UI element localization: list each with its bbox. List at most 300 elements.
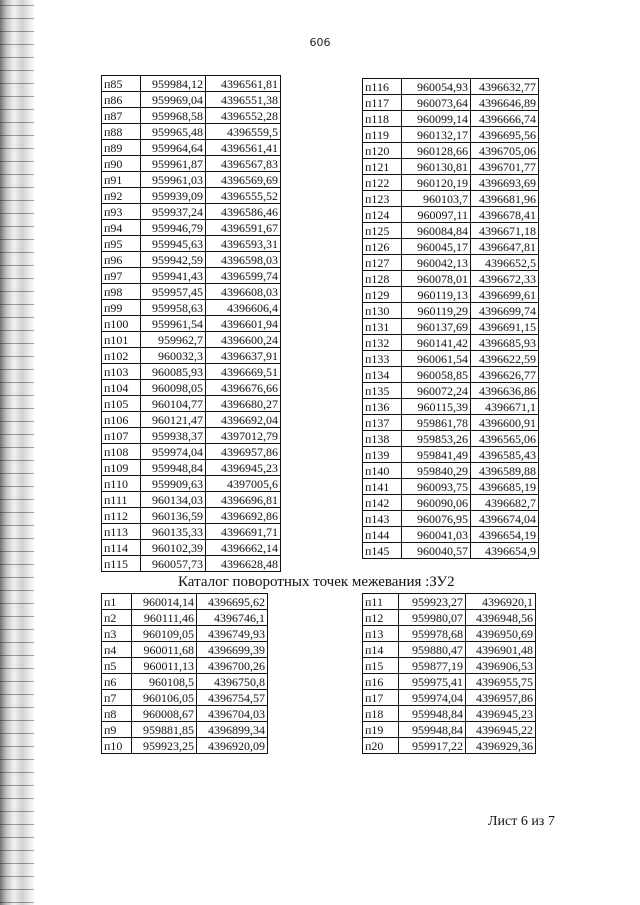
x-coordinate-cell: 960132,17: [402, 127, 471, 143]
point-id-cell: п98: [102, 284, 141, 300]
scan-edge-shadow: [0, 0, 34, 905]
point-id-cell: п116: [363, 79, 402, 95]
table-row: [363, 658, 536, 674]
point-id-cell: п129: [363, 287, 402, 303]
table-row: [363, 610, 536, 626]
point-id-cell: п104: [102, 380, 141, 396]
point-id-cell: п106: [102, 412, 141, 428]
point-id-cell: п135: [363, 383, 402, 399]
table-row: [363, 159, 539, 175]
y-coordinate-cell: 4396680,27: [206, 396, 281, 412]
x-coordinate-cell: 959962,7: [141, 332, 206, 348]
y-coordinate-cell: 4396945,23: [466, 706, 536, 722]
table-row: [102, 316, 281, 332]
x-coordinate-cell: 960045,17: [402, 239, 471, 255]
table-row: [363, 127, 539, 143]
y-coordinate-cell: 4396636,86: [471, 383, 539, 399]
x-coordinate-cell: 960041,03: [402, 527, 471, 543]
table-row: [102, 412, 281, 428]
point-id-cell: п8: [102, 706, 132, 722]
x-coordinate-cell: 959978,68: [399, 626, 466, 642]
coordinates-table-top-right: [362, 78, 539, 559]
table-row: [102, 220, 281, 236]
catalog-title: Каталог поворотных точек межевания :ЗУ2: [178, 574, 455, 590]
x-coordinate-cell: 960072,24: [402, 383, 471, 399]
x-coordinate-cell: 960141,42: [402, 335, 471, 351]
x-coordinate-cell: 959961,87: [141, 156, 206, 172]
point-id-cell: п2: [102, 610, 132, 626]
point-id-cell: п127: [363, 255, 402, 271]
point-id-cell: п126: [363, 239, 402, 255]
x-coordinate-cell: 960128,66: [402, 143, 471, 159]
y-coordinate-cell: 4396945,22: [466, 722, 536, 738]
point-id-cell: п1: [102, 594, 132, 610]
point-id-cell: п92: [102, 188, 141, 204]
y-coordinate-cell: 4396591,67: [206, 220, 281, 236]
point-id-cell: п112: [102, 508, 141, 524]
point-id-cell: п138: [363, 431, 402, 447]
y-coordinate-cell: 4396671,18: [471, 223, 539, 239]
table-row: [363, 191, 539, 207]
table-row: [102, 140, 281, 156]
table-row: [102, 444, 281, 460]
y-coordinate-cell: 4396608,03: [206, 284, 281, 300]
x-coordinate-cell: 959881,85: [132, 722, 197, 738]
point-id-cell: п107: [102, 428, 141, 444]
point-id-cell: п111: [102, 492, 141, 508]
x-coordinate-cell: 959974,04: [141, 444, 206, 460]
y-coordinate-cell: 4396685,93: [471, 335, 539, 351]
y-coordinate-cell: 4396666,74: [471, 111, 539, 127]
y-coordinate-cell: 4396920,09: [197, 738, 268, 754]
x-coordinate-cell: 960103,7: [402, 191, 471, 207]
y-coordinate-cell: 4396699,39: [197, 642, 268, 658]
table-row: [102, 284, 281, 300]
point-id-cell: п122: [363, 175, 402, 191]
y-coordinate-cell: 4396561,81: [206, 76, 281, 92]
point-id-cell: п140: [363, 463, 402, 479]
y-coordinate-cell: 4396586,46: [206, 204, 281, 220]
y-coordinate-cell: 4396622,59: [471, 351, 539, 367]
x-coordinate-cell: 960119,13: [402, 287, 471, 303]
coordinates-table-bottom-left: [101, 593, 268, 754]
x-coordinate-cell: 959948,84: [141, 460, 206, 476]
point-id-cell: п6: [102, 674, 132, 690]
y-coordinate-cell: 4396600,91: [471, 415, 539, 431]
x-coordinate-cell: 960106,05: [132, 690, 197, 706]
table-row: [363, 463, 539, 479]
y-coordinate-cell: 4396565,06: [471, 431, 539, 447]
point-id-cell: п12: [363, 610, 399, 626]
x-coordinate-cell: 960014,14: [132, 594, 197, 610]
table-row: [102, 268, 281, 284]
sheet-label: Лист 6 из 7: [488, 814, 555, 829]
y-coordinate-cell: 4396561,41: [206, 140, 281, 156]
table-row: [102, 396, 281, 412]
point-id-cell: п96: [102, 252, 141, 268]
table-row: [102, 252, 281, 268]
y-coordinate-cell: 4396695,62: [197, 594, 268, 610]
table-row: [363, 495, 539, 511]
x-coordinate-cell: 959840,29: [402, 463, 471, 479]
point-id-cell: п109: [102, 460, 141, 476]
x-coordinate-cell: 960084,84: [402, 223, 471, 239]
x-coordinate-cell: 959861,78: [402, 415, 471, 431]
table-row: [102, 594, 268, 610]
y-coordinate-cell: 4396749,93: [197, 626, 268, 642]
point-id-cell: п105: [102, 396, 141, 412]
x-coordinate-cell: 960104,77: [141, 396, 206, 412]
x-coordinate-cell: 960135,33: [141, 524, 206, 540]
x-coordinate-cell: 959917,22: [399, 738, 466, 754]
point-id-cell: п11: [363, 594, 399, 610]
x-coordinate-cell: 959975,41: [399, 674, 466, 690]
y-coordinate-cell: 4396593,31: [206, 236, 281, 252]
table-row: [102, 626, 268, 642]
point-id-cell: п121: [363, 159, 402, 175]
point-id-cell: п85: [102, 76, 141, 92]
x-coordinate-cell: 959938,37: [141, 428, 206, 444]
y-coordinate-cell: 4396945,23: [206, 460, 281, 476]
y-coordinate-cell: 4396901,48: [466, 642, 536, 658]
point-id-cell: п119: [363, 127, 402, 143]
table-row: [363, 399, 539, 415]
point-id-cell: п5: [102, 658, 132, 674]
page-number: 606: [309, 36, 331, 49]
point-id-cell: п4: [102, 642, 132, 658]
y-coordinate-cell: 4396676,66: [206, 380, 281, 396]
y-coordinate-cell: 4396750,8: [197, 674, 268, 690]
table-row: [363, 143, 539, 159]
y-coordinate-cell: 4396696,81: [206, 492, 281, 508]
x-coordinate-cell: 960120,19: [402, 175, 471, 191]
x-coordinate-cell: 959957,45: [141, 284, 206, 300]
table-row: [102, 508, 281, 524]
x-coordinate-cell: 960090,06: [402, 495, 471, 511]
table-row: [363, 239, 539, 255]
table-row: [102, 428, 281, 444]
point-id-cell: п89: [102, 140, 141, 156]
table-row: [363, 175, 539, 191]
table-row: [363, 447, 539, 463]
point-id-cell: п139: [363, 447, 402, 463]
x-coordinate-cell: 960073,64: [402, 95, 471, 111]
table-row: [102, 332, 281, 348]
y-coordinate-cell: 4396955,75: [466, 674, 536, 690]
x-coordinate-cell: 960102,39: [141, 540, 206, 556]
point-id-cell: п87: [102, 108, 141, 124]
point-id-cell: п128: [363, 271, 402, 287]
y-coordinate-cell: 4396632,77: [471, 79, 539, 95]
point-id-cell: п15: [363, 658, 399, 674]
point-id-cell: п125: [363, 223, 402, 239]
table-row: [102, 476, 281, 492]
point-id-cell: п144: [363, 527, 402, 543]
x-coordinate-cell: 959984,12: [141, 76, 206, 92]
point-id-cell: п94: [102, 220, 141, 236]
y-coordinate-cell: 4396646,89: [471, 95, 539, 111]
x-coordinate-cell: 959909,63: [141, 476, 206, 492]
x-coordinate-cell: 960097,11: [402, 207, 471, 223]
y-coordinate-cell: 4396699,74: [471, 303, 539, 319]
table-row: [102, 492, 281, 508]
table-row: [102, 556, 281, 572]
y-coordinate-cell: 4396754,57: [197, 690, 268, 706]
x-coordinate-cell: 960134,03: [141, 492, 206, 508]
table-row: [363, 527, 539, 543]
table-row: [102, 540, 281, 556]
point-id-cell: п13: [363, 626, 399, 642]
y-coordinate-cell: 4396692,86: [206, 508, 281, 524]
table-row: [102, 188, 281, 204]
point-id-cell: п86: [102, 92, 141, 108]
table-row: [102, 674, 268, 690]
y-coordinate-cell: 4396606,4: [206, 300, 281, 316]
point-id-cell: п88: [102, 124, 141, 140]
table-row: [363, 431, 539, 447]
point-id-cell: п113: [102, 524, 141, 540]
table-row: [102, 722, 268, 738]
table-row: [363, 690, 536, 706]
table-row: [363, 367, 539, 383]
table-row: [102, 642, 268, 658]
table-row: [363, 95, 539, 111]
y-coordinate-cell: 4396950,69: [466, 626, 536, 642]
table-row: [363, 642, 536, 658]
point-id-cell: п91: [102, 172, 141, 188]
x-coordinate-cell: 959961,54: [141, 316, 206, 332]
x-coordinate-cell: 959853,26: [402, 431, 471, 447]
y-coordinate-cell: 4396681,96: [471, 191, 539, 207]
x-coordinate-cell: 959923,27: [399, 594, 466, 610]
y-coordinate-cell: 4396628,48: [206, 556, 281, 572]
table-row: [363, 594, 536, 610]
point-id-cell: п117: [363, 95, 402, 111]
y-coordinate-cell: 4396929,36: [466, 738, 536, 754]
table-row: [363, 319, 539, 335]
point-id-cell: п97: [102, 268, 141, 284]
point-id-cell: п136: [363, 399, 402, 415]
table-row: [363, 479, 539, 495]
x-coordinate-cell: 959948,84: [399, 722, 466, 738]
table-row: [102, 610, 268, 626]
x-coordinate-cell: 960111,46: [132, 610, 197, 626]
y-coordinate-cell: 4397012,79: [206, 428, 281, 444]
table-row: [363, 303, 539, 319]
y-coordinate-cell: 4396637,91: [206, 348, 281, 364]
y-coordinate-cell: 4396652,5: [471, 255, 539, 271]
table-row: [363, 738, 536, 754]
table-row: [363, 79, 539, 95]
y-coordinate-cell: 4396700,26: [197, 658, 268, 674]
point-id-cell: п18: [363, 706, 399, 722]
x-coordinate-cell: 960078,01: [402, 271, 471, 287]
y-coordinate-cell: 4396669,51: [206, 364, 281, 380]
table-row: [363, 287, 539, 303]
point-id-cell: п99: [102, 300, 141, 316]
point-id-cell: п90: [102, 156, 141, 172]
point-id-cell: п145: [363, 543, 402, 559]
table-row: [102, 108, 281, 124]
y-coordinate-cell: 4397005,6: [206, 476, 281, 492]
table-row: [363, 223, 539, 239]
y-coordinate-cell: 4396567,83: [206, 156, 281, 172]
x-coordinate-cell: 960085,93: [141, 364, 206, 380]
point-id-cell: п142: [363, 495, 402, 511]
point-id-cell: п3: [102, 626, 132, 642]
x-coordinate-cell: 960136,59: [141, 508, 206, 524]
y-coordinate-cell: 4396600,24: [206, 332, 281, 348]
x-coordinate-cell: 960008,67: [132, 706, 197, 722]
point-id-cell: п93: [102, 204, 141, 220]
y-coordinate-cell: 4396662,14: [206, 540, 281, 556]
y-coordinate-cell: 4396957,86: [466, 690, 536, 706]
point-id-cell: п118: [363, 111, 402, 127]
x-coordinate-cell: 959969,04: [141, 92, 206, 108]
x-coordinate-cell: 960042,13: [402, 255, 471, 271]
y-coordinate-cell: 4396601,94: [206, 316, 281, 332]
table-row: [102, 460, 281, 476]
point-id-cell: п19: [363, 722, 399, 738]
point-id-cell: п137: [363, 415, 402, 431]
y-coordinate-cell: 4396704,03: [197, 706, 268, 722]
x-coordinate-cell: 960054,93: [402, 79, 471, 95]
x-coordinate-cell: 959958,63: [141, 300, 206, 316]
y-coordinate-cell: 4396685,19: [471, 479, 539, 495]
point-id-cell: п7: [102, 690, 132, 706]
coordinates-table-bottom-right: [362, 593, 536, 754]
table-row: [363, 674, 536, 690]
y-coordinate-cell: 4396585,43: [471, 447, 539, 463]
point-id-cell: п10: [102, 738, 132, 754]
point-id-cell: п110: [102, 476, 141, 492]
y-coordinate-cell: 4396599,74: [206, 268, 281, 284]
point-id-cell: п133: [363, 351, 402, 367]
x-coordinate-cell: 959939,09: [141, 188, 206, 204]
y-coordinate-cell: 4396559,5: [206, 124, 281, 140]
x-coordinate-cell: 959974,04: [399, 690, 466, 706]
x-coordinate-cell: 959946,79: [141, 220, 206, 236]
table-row: [363, 383, 539, 399]
table-row: [363, 626, 536, 642]
table-row: [363, 543, 539, 559]
point-id-cell: п132: [363, 335, 402, 351]
x-coordinate-cell: 959980,07: [399, 610, 466, 626]
point-id-cell: п141: [363, 479, 402, 495]
table-row: [102, 364, 281, 380]
y-coordinate-cell: 4396674,04: [471, 511, 539, 527]
y-coordinate-cell: 4396699,61: [471, 287, 539, 303]
x-coordinate-cell: 959880,47: [399, 642, 466, 658]
x-coordinate-cell: 959961,03: [141, 172, 206, 188]
x-coordinate-cell: 959923,25: [132, 738, 197, 754]
table-row: [102, 172, 281, 188]
x-coordinate-cell: 960076,95: [402, 511, 471, 527]
y-coordinate-cell: 4396551,38: [206, 92, 281, 108]
table-row: [102, 348, 281, 364]
y-coordinate-cell: 4396682,7: [471, 495, 539, 511]
x-coordinate-cell: 960119,29: [402, 303, 471, 319]
x-coordinate-cell: 960040,57: [402, 543, 471, 559]
y-coordinate-cell: 4396899,34: [197, 722, 268, 738]
x-coordinate-cell: 960032,3: [141, 348, 206, 364]
x-coordinate-cell: 959968,58: [141, 108, 206, 124]
point-id-cell: п9: [102, 722, 132, 738]
table-row: [363, 271, 539, 287]
table-row: [363, 335, 539, 351]
point-id-cell: п17: [363, 690, 399, 706]
table-row: [363, 706, 536, 722]
table-row: [102, 156, 281, 172]
y-coordinate-cell: 4396906,53: [466, 658, 536, 674]
y-coordinate-cell: 4396654,19: [471, 527, 539, 543]
table-row: [363, 511, 539, 527]
table-row: [102, 690, 268, 706]
x-coordinate-cell: 959948,84: [399, 706, 466, 722]
x-coordinate-cell: 960099,14: [402, 111, 471, 127]
x-coordinate-cell: 960137,69: [402, 319, 471, 335]
point-id-cell: п124: [363, 207, 402, 223]
point-id-cell: п134: [363, 367, 402, 383]
x-coordinate-cell: 960109,05: [132, 626, 197, 642]
y-coordinate-cell: 4396555,52: [206, 188, 281, 204]
coordinates-table-top-left: [101, 75, 281, 572]
x-coordinate-cell: 960058,85: [402, 367, 471, 383]
table-row: [102, 92, 281, 108]
point-id-cell: п120: [363, 143, 402, 159]
x-coordinate-cell: 959941,43: [141, 268, 206, 284]
table-row: [102, 738, 268, 754]
x-coordinate-cell: 960057,73: [141, 556, 206, 572]
table-row: [102, 124, 281, 140]
y-coordinate-cell: 4396695,56: [471, 127, 539, 143]
table-row: [363, 255, 539, 271]
x-coordinate-cell: 959877,19: [399, 658, 466, 674]
x-coordinate-cell: 959942,59: [141, 252, 206, 268]
y-coordinate-cell: 4396671,1: [471, 399, 539, 415]
y-coordinate-cell: 4396920,1: [466, 594, 536, 610]
y-coordinate-cell: 4396589,88: [471, 463, 539, 479]
point-id-cell: п115: [102, 556, 141, 572]
x-coordinate-cell: 960121,47: [141, 412, 206, 428]
y-coordinate-cell: 4396701,77: [471, 159, 539, 175]
table-row: [102, 236, 281, 252]
x-coordinate-cell: 960061,54: [402, 351, 471, 367]
y-coordinate-cell: 4396626,77: [471, 367, 539, 383]
y-coordinate-cell: 4396552,28: [206, 108, 281, 124]
y-coordinate-cell: 4396693,69: [471, 175, 539, 191]
x-coordinate-cell: 959937,24: [141, 204, 206, 220]
table-row: [102, 706, 268, 722]
y-coordinate-cell: 4396647,81: [471, 239, 539, 255]
x-coordinate-cell: 960130,81: [402, 159, 471, 175]
table-row: [102, 380, 281, 396]
x-coordinate-cell: 960115,39: [402, 399, 471, 415]
point-id-cell: п108: [102, 444, 141, 460]
table-row: [102, 300, 281, 316]
point-id-cell: п130: [363, 303, 402, 319]
y-coordinate-cell: 4396691,15: [471, 319, 539, 335]
point-id-cell: п123: [363, 191, 402, 207]
table-row: [363, 415, 539, 431]
x-coordinate-cell: 959841,49: [402, 447, 471, 463]
point-id-cell: п102: [102, 348, 141, 364]
point-id-cell: п95: [102, 236, 141, 252]
point-id-cell: п103: [102, 364, 141, 380]
point-id-cell: п131: [363, 319, 402, 335]
point-id-cell: п114: [102, 540, 141, 556]
x-coordinate-cell: 959945,63: [141, 236, 206, 252]
